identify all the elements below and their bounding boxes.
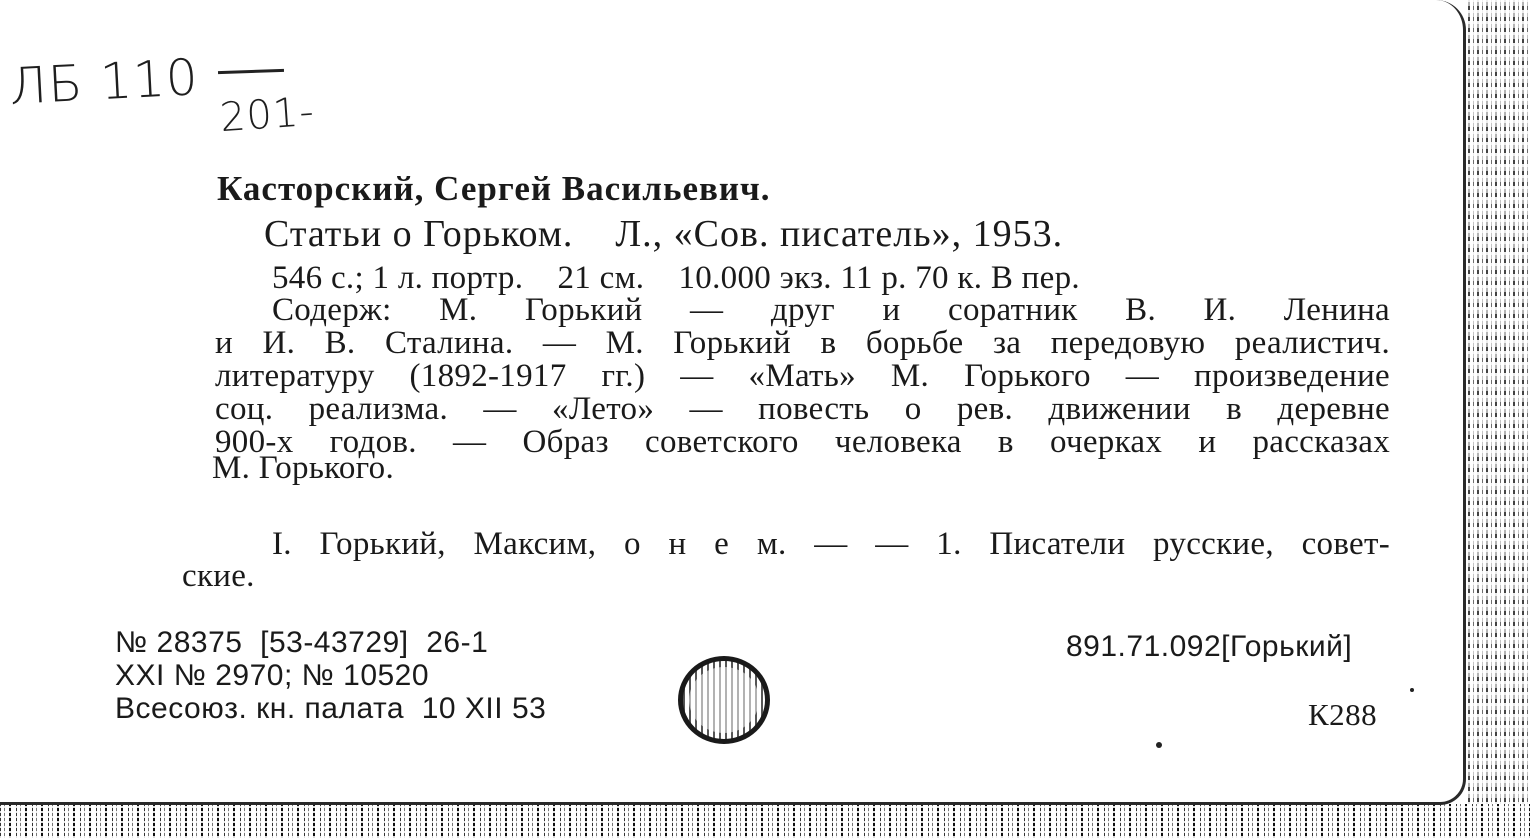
contents-line-5: 900-х годов. — Образ советского человека в очерках и рассказах <box>215 424 1390 460</box>
title-line: Статьи о Горьком. Л., «Сов. писатель», 1953. <box>264 213 1064 255</box>
scanner-noise-right <box>1468 0 1530 838</box>
contents-line-4: соц. реализма. — «Лето» — повесть о рев. движении в деревне <box>215 391 1390 427</box>
subject-line-1: I. Горький, Максим, о н е м. — — 1. Писатели русские, совет- <box>272 526 1390 562</box>
ink-speck <box>1410 688 1414 692</box>
handwritten-underline <box>218 69 284 74</box>
scanner-noise-bottom <box>0 804 1530 838</box>
physical-description: 546 с.; 1 л. портр. 21 см. 10.000 экз. 11 р. 70 к. В пер. <box>272 260 1080 296</box>
subject-line-2: ские. <box>182 558 255 594</box>
contents-line-3: литературу (1892-1917 гг.) — «Мать» М. Горького — произведение <box>215 358 1390 394</box>
author-heading: Касторский, Сергей Васильевич. <box>217 169 771 208</box>
handwritten-shelf-mark: ЛБ 110 <box>8 48 201 116</box>
contents-line-6: М. Горького. <box>212 450 394 486</box>
classification-index: 891.71.092[Горький] <box>1066 630 1353 663</box>
ink-speck <box>1156 742 1162 748</box>
footer-registry: XXI № 2970; № 10520 <box>115 659 430 692</box>
footer-record-number: № 28375 [53-43729] 26-1 <box>115 626 489 659</box>
contents-line-1: Содерж: М. Горький — друг и соратник В. И. Ленина <box>272 292 1390 328</box>
author-mark: К288 <box>1308 697 1378 732</box>
footer-chamber: Всесоюз. кн. палата 10 XII 53 <box>115 692 547 725</box>
handwritten-number: 201- <box>218 88 317 142</box>
contents-line-2: и И. В. Сталина. — М. Горький в борьбе за передовую реалистич. <box>215 325 1390 361</box>
card-punch-hole <box>678 656 770 744</box>
